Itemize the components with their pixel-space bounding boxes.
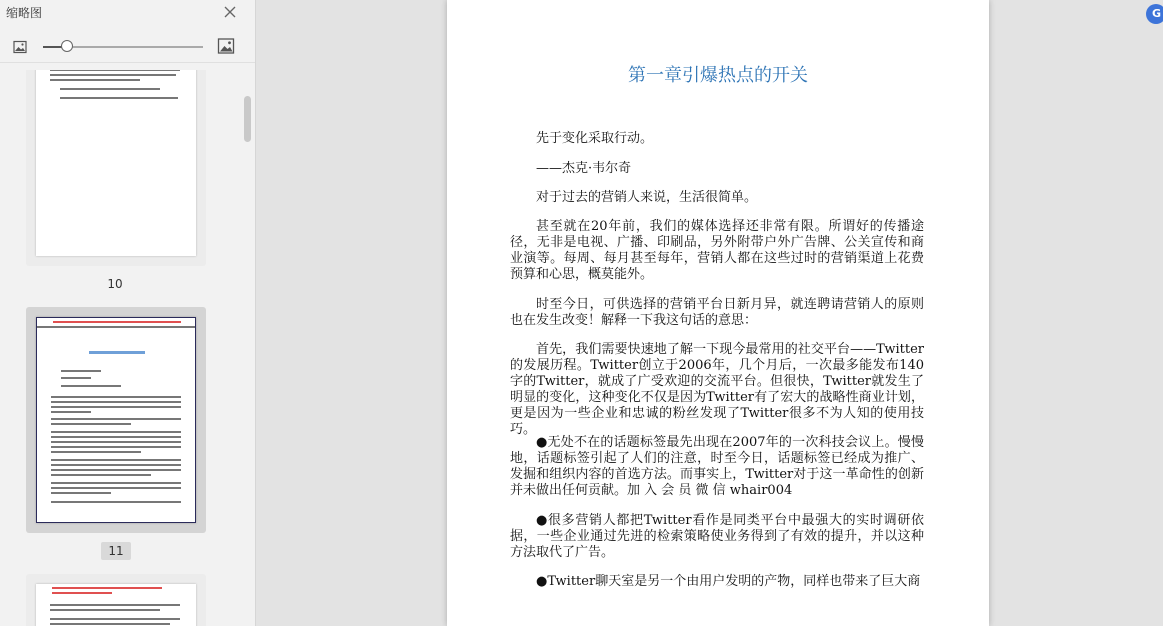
thumbnail-page-11-preview	[36, 317, 196, 523]
translate-icon[interactable]	[1146, 4, 1163, 24]
thumbnail-page-10[interactable]	[26, 70, 206, 266]
paragraph: ●无处不在的话题标签最先出现在2007年的一次科技会议上。慢慢地，话题标签引起了人们的注意，时至今日，话题标签已经成为推广、发掘和组织内容的首选方法。而事实上，Twitter对于这一革命性的创新并未做出任何贡献。加 入 会 员 微 信 whair004	[510, 435, 924, 498]
image-large-icon[interactable]	[217, 37, 235, 55]
document-page	[447, 0, 989, 626]
thumbnail-page-12-preview	[36, 584, 196, 626]
paragraph: 先于变化采取行动。	[536, 131, 654, 146]
sidebar-divider	[0, 62, 255, 63]
sidebar-scrollbar[interactable]	[244, 96, 251, 142]
paragraph: 时至今日，可供选择的营销平台日新月异，就连聘请营销人的原则也在发生改变！解释一下我这句话的意思：	[510, 297, 924, 328]
paragraph: ——杰克·韦尔奇	[536, 161, 632, 176]
paragraph: 甚至就在20年前，我们的媒体选择还非常有限。所谓好的传播途径，无非是电视、广播、印刷品，另外附带户外广告牌、公关宣传和商业演等。每周、每月甚至每年，营销人都在这些过时的营销渠道上花费预算和心思，概莫能外。	[510, 219, 924, 282]
paragraph: ●Twitter聊天室是另一个由用户发明的产物，同样也带来了巨大商	[536, 574, 921, 589]
close-icon[interactable]	[222, 4, 238, 20]
thumbnail-sidebar	[0, 0, 256, 626]
thumbnail-page-number: 11	[101, 542, 131, 560]
sidebar-header	[0, 0, 255, 24]
zoom-slider-thumb[interactable]	[61, 40, 73, 52]
sidebar-title: 缩略图	[6, 6, 43, 20]
zoom-toolbar	[0, 34, 255, 60]
thumbnail-page-10-preview	[36, 70, 196, 256]
paragraph: ●很多营销人都把Twitter看作是同类平台中最强大的实时调研依据，一些企业通过先进的检索策略使业务得到了有效的提升，并以这种方法取代了广告。	[510, 513, 924, 560]
image-small-icon[interactable]	[13, 40, 27, 54]
thumbnail-page-number: 10	[107, 277, 123, 291]
thumbnail-page-12[interactable]	[26, 574, 206, 626]
chapter-title: 第一章引爆热点的开关	[628, 65, 808, 86]
corner-badge-label: G	[1152, 7, 1162, 20]
thumbnail-list[interactable]	[0, 70, 240, 626]
thumbnail-page-11[interactable]	[26, 307, 206, 533]
paragraph: 首先，我们需要快速地了解一下现今最常用的社交平台——Twitter的发展历程。Twitter创立于2006年，几个月后，一次最多能发布140字的Twitter，就成了广受欢迎的交流平台。但很快，Twitter就发生了明显的变化，这种变化不仅是因为Twitter有了宏大的战略性商业计划，更是因为一些企业和忠诚的粉丝发现了Twitter很多不为人知的使用技巧。	[510, 342, 924, 437]
paragraph: 对于过去的营销人来说，生活很简单。	[536, 190, 758, 205]
